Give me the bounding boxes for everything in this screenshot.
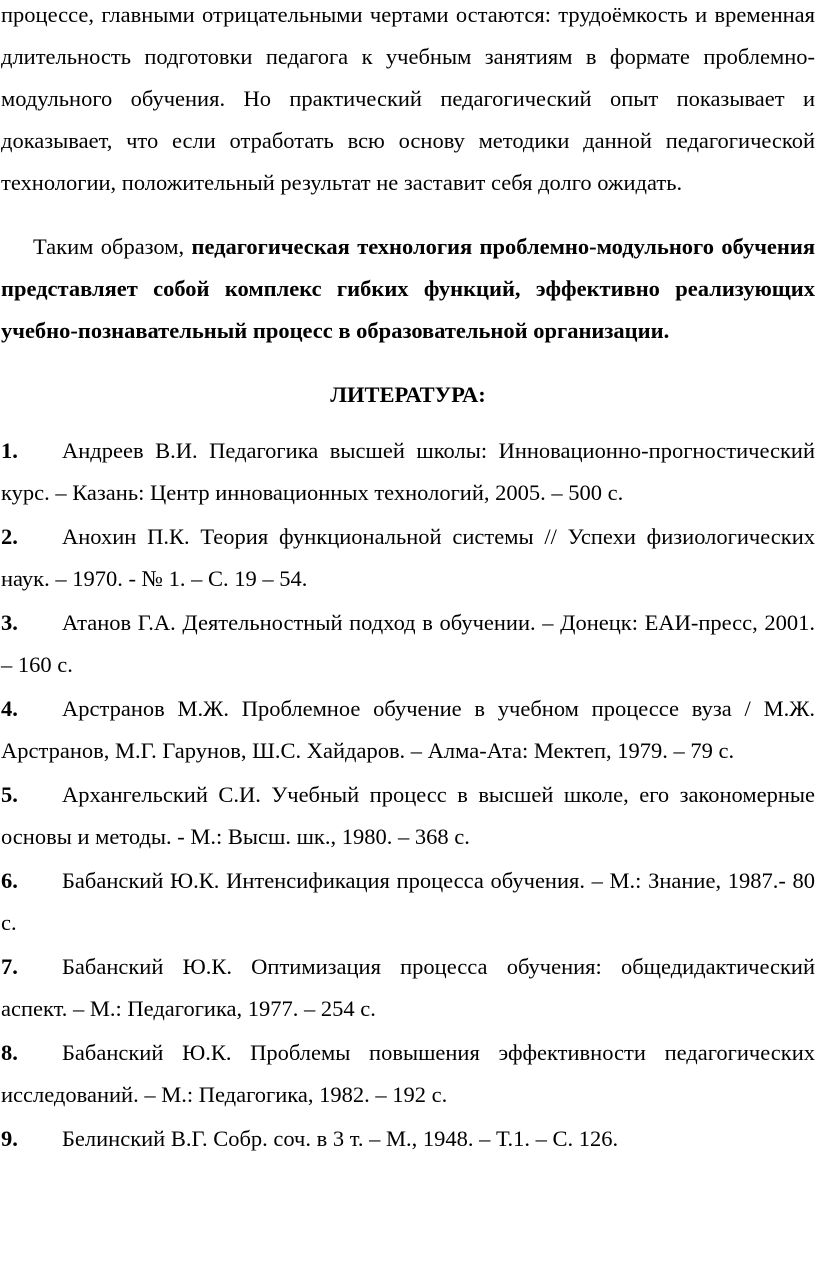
reference-number: 5. <box>1 782 18 807</box>
conclusion-lead-text: Таким образом, <box>33 234 192 259</box>
paragraph-continuation: процессе, главными отрицательными чертами остаются: трудоёмкость и временная длительность подготовки педагога к учебным занятиям в формате проблемно-модульного обучения. Но практический педагогический опыт показывает и доказывает, что если отработать всю основу методики данной педагогической технологии, положительный результат не заставит себя долго ожидать. <box>1 2 815 195</box>
reference-item <box>1 602 815 686</box>
reference-number: 7. <box>1 954 18 979</box>
reference-text: Арстранов М.Ж. Проблемное обучение в учебном процессе вуза / М.Ж. Арстранов, М.Г. Гарунов, Ш.С. Хайдаров. – Алма-Ата: Мектеп, 1979. – 79 с. <box>1 696 815 763</box>
reference-text: Андреев В.И. Педагогика высшей школы: Инновационно-прогностический курс. – Казань: Центр инновационных технологий, 2005. – 500 с. <box>1 438 815 505</box>
reference-number: 2. <box>1 524 18 549</box>
reference-text: Бабанский Ю.К. Проблемы повышения эффективности педагогических исследований. – М.: Педагогика, 1982. – 192 с. <box>1 1040 815 1107</box>
reference-text: Архангельский С.И. Учебный процесс в высшей школе, его закономерные основы и методы. - М.: Высш. шк., 1980. – 368 с. <box>1 782 815 849</box>
reference-number: 8. <box>1 1040 18 1065</box>
reference-text: Бабанский Ю.К. Оптимизация процесса обучения: общедидактический аспект. – М.: Педагогика, 1977. – 254 с. <box>1 954 815 1021</box>
reference-text: Бабанский Ю.К. Интенсификация процесса обучения. – М.: Знание, 1987.- 80 с. <box>1 868 815 935</box>
reference-item <box>1 688 815 772</box>
conclusion-bold-text: педагогическая технология проблемно-модульного обучения представляет собой комплекс гибких функций, эффективно реализующих учебно-познавательный процесс в образовательной организации. <box>1 234 815 343</box>
reference-number: 4. <box>1 696 18 721</box>
reference-item <box>1 430 815 514</box>
literature-heading: ЛИТЕРАТУРА: <box>330 382 486 407</box>
reference-text: Атанов Г.А. Деятельностный подход в обучении. – Донецк: ЕАИ-пресс, 2001. – 160 с. <box>1 610 815 677</box>
paragraph-conclusion <box>1 226 815 352</box>
reference-item <box>1 1118 815 1160</box>
reference-item <box>1 516 815 600</box>
reference-item <box>1 1032 815 1116</box>
reference-item <box>1 774 815 858</box>
reference-list <box>1 430 815 1160</box>
reference-number: 3. <box>1 610 18 635</box>
reference-item <box>1 860 815 944</box>
reference-item <box>1 946 815 1030</box>
reference-text: Анохин П.К. Теория функциональной системы // Успехи физиологических наук. – 1970. - № 1. – С. 19 – 54. <box>1 524 815 591</box>
reference-number: 9. <box>1 1126 18 1151</box>
reference-number: 6. <box>1 868 18 893</box>
reference-text: Белинский В.Г. Собр. соч. в 3 т. – М., 1948. – Т.1. – С. 126. <box>62 1126 619 1151</box>
reference-number: 1. <box>1 438 18 463</box>
